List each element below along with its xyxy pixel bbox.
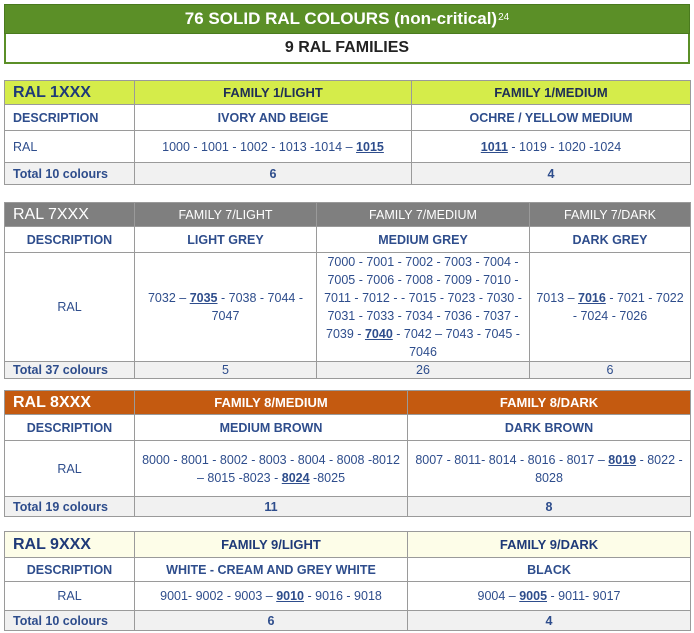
total-row: [5, 362, 691, 379]
total-label: Total 10 colours: [5, 611, 135, 631]
ral-codes-cell: [135, 441, 408, 497]
description-row: [5, 558, 691, 582]
ral-codes-text: 7013 –: [536, 291, 575, 305]
document-subtitle: 9 RAL FAMILIES: [4, 34, 690, 64]
family-description: DARK GREY: [530, 227, 691, 253]
ral-codes-cell: [412, 131, 691, 163]
ral-codes-cell: [408, 582, 691, 611]
ral-group-code: RAL 9XXX: [5, 532, 135, 558]
ral-codes-row: [5, 131, 691, 163]
ral-codes-text: 8000 - 8001 - 8002 - 8003 - 8004 - 8008 -8012 – 8015 -8023 -: [142, 452, 400, 485]
ral-group-code: RAL 7XXX: [5, 203, 135, 227]
highlighted-ral-code: 8019: [608, 452, 637, 467]
family-count: 6: [530, 362, 691, 379]
ral-codes-cell: [317, 253, 530, 362]
ral-codes-text: - 1019 - 1020 -1024: [511, 139, 622, 154]
family-name: FAMILY 7/DARK: [530, 203, 691, 227]
description-row: [5, 227, 691, 253]
total-row: [5, 163, 691, 185]
ral-codes-text: 7032 –: [147, 291, 187, 305]
family-description: OCHRE / YELLOW MEDIUM: [412, 105, 691, 131]
ral-label: RAL: [5, 441, 135, 497]
ral-codes-text: - 7042 – 7043 - 7045 - 7046: [396, 327, 520, 359]
highlighted-ral-code: 9010: [276, 589, 305, 603]
description-label: DESCRIPTION: [5, 227, 135, 253]
total-row: [5, 611, 691, 631]
ral-codes-text: 8007 - 8011- 8014 - 8016 - 8017 –: [415, 452, 605, 467]
ral-codes-cell: [408, 441, 691, 497]
ral-codes-cell: [530, 253, 691, 362]
highlighted-ral-code: 1011: [480, 139, 508, 154]
family-count: 26: [317, 362, 530, 379]
description-row: [5, 415, 691, 441]
family-count: 5: [135, 362, 317, 379]
family-count: 4: [412, 163, 691, 185]
highlighted-ral-code: 8024: [281, 470, 310, 485]
ral-codes-text: 7000 - 7001 - 7002 - 7003 - 7004 - 7005 - 7006 - 7008 - 7009 - 7010 - 7011 - 7012 - - 7015 - 7023 - 7030 - 7031 - 7033 - 7034 - 7036 - 7037 - 7039 -: [324, 255, 522, 341]
ral-codes-text: 9001- 9002 - 9003 –: [160, 589, 273, 603]
description-row: [5, 105, 691, 131]
highlighted-ral-code: 7035: [189, 291, 218, 305]
ral-8xxx-table: [4, 390, 691, 517]
family-count: 6: [135, 611, 408, 631]
total-label: Total 37 colours: [5, 362, 135, 379]
ral-codes-row: [5, 582, 691, 611]
ral-codes-text: - 8022 - 8028: [535, 452, 683, 485]
footnote-marker: 24: [498, 11, 510, 23]
ral-label: RAL: [5, 131, 135, 163]
family-description: MEDIUM BROWN: [135, 415, 408, 441]
ral-group-code: RAL 1XXX: [5, 81, 135, 105]
family-header-row: [5, 81, 691, 105]
family-count: 8: [408, 497, 691, 517]
total-label: Total 10 colours: [5, 163, 135, 185]
family-name: FAMILY 1/LIGHT: [135, 81, 412, 105]
ral-group-code: RAL 8XXX: [5, 391, 135, 415]
highlighted-ral-code: 9005: [519, 589, 548, 603]
family-header-row: [5, 532, 691, 558]
ral-label: RAL: [5, 253, 135, 362]
ral-1xxx-table: [4, 80, 691, 185]
ral-codes-text: 1000 - 1001 - 1002 - 1013 -1014 –: [162, 139, 353, 154]
family-name: FAMILY 9/LIGHT: [135, 532, 408, 558]
ral-codes-text: - 7038 - 7044 - 7047: [211, 291, 303, 323]
family-name: FAMILY 8/DARK: [408, 391, 691, 415]
family-name: FAMILY 1/MEDIUM: [412, 81, 691, 105]
family-header-row: [5, 391, 691, 415]
family-count: 4: [408, 611, 691, 631]
highlighted-ral-code: 1015: [356, 139, 384, 154]
family-name: FAMILY 9/DARK: [408, 532, 691, 558]
ral-codes-row: [5, 441, 691, 497]
ral-codes-cell: [135, 582, 408, 611]
ral-codes-text: -8025: [313, 470, 346, 485]
family-count: 6: [135, 163, 412, 185]
ral-9xxx-table: [4, 531, 691, 631]
family-name: FAMILY 8/MEDIUM: [135, 391, 408, 415]
highlighted-ral-code: 7016: [578, 291, 606, 305]
description-label: DESCRIPTION: [5, 558, 135, 582]
highlighted-ral-code: 7040: [364, 327, 393, 341]
family-description: IVORY AND BEIGE: [135, 105, 412, 131]
ral-codes-text: - 9011- 9017: [550, 589, 621, 603]
ral-codes-row: [5, 253, 691, 362]
ral-codes-text: - 7021 - 7022 - 7024 - 7026: [572, 291, 684, 323]
description-label: DESCRIPTION: [5, 415, 135, 441]
family-description: MEDIUM GREY: [317, 227, 530, 253]
family-name: FAMILY 7/LIGHT: [135, 203, 317, 227]
family-description: BLACK: [408, 558, 691, 582]
description-label: DESCRIPTION: [5, 105, 135, 131]
total-label: Total 19 colours: [5, 497, 135, 517]
ral-label: RAL: [5, 582, 135, 611]
family-description: WHITE - CREAM AND GREY WHITE: [135, 558, 408, 582]
family-count: 11: [135, 497, 408, 517]
document-title-text: 76 SOLID RAL COLOURS (non-critical): [184, 9, 498, 28]
ral-7xxx-table: [4, 202, 691, 379]
ral-codes-text: - 9016 - 9018: [307, 589, 382, 603]
total-row: [5, 497, 691, 517]
family-header-row: [5, 203, 691, 227]
family-description: DARK BROWN: [408, 415, 691, 441]
ral-codes-cell: [135, 131, 412, 163]
family-description: LIGHT GREY: [135, 227, 317, 253]
ral-codes-text: 9004 –: [477, 589, 516, 603]
family-name: FAMILY 7/MEDIUM: [317, 203, 530, 227]
ral-codes-cell: [135, 253, 317, 362]
document-title: [4, 4, 690, 34]
